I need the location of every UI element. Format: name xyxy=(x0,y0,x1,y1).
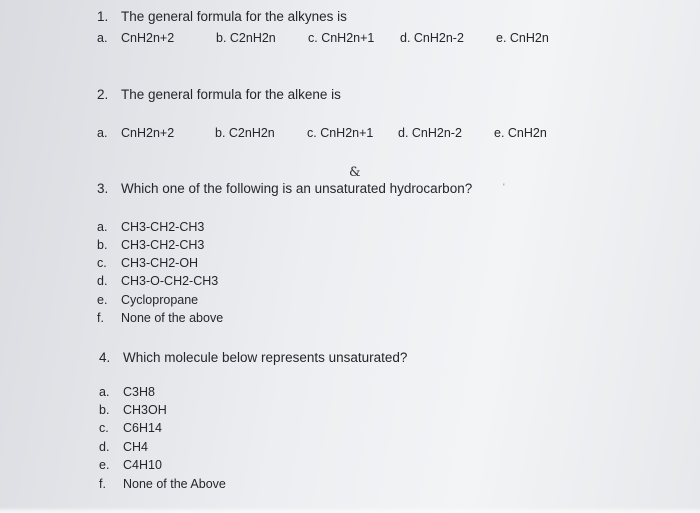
q3-option-f-value: None of the above xyxy=(121,311,224,325)
q3-heading xyxy=(97,181,472,196)
q4-option-d-value: CH4 xyxy=(123,440,149,454)
q4-option-e-value: C4H10 xyxy=(123,458,162,472)
q4-number: 4. xyxy=(99,350,111,365)
q3-option-a xyxy=(97,220,204,234)
page-bottom-edge xyxy=(0,507,700,513)
q3-option-a-label: a. xyxy=(97,220,108,234)
q3-option-d-value: CH3-O-CH2-CH3 xyxy=(121,274,219,288)
q2-option-a-label: a. xyxy=(97,126,108,140)
q1-option-b: b. C2nH2n xyxy=(216,31,276,45)
q3-option-b xyxy=(97,238,204,252)
q1-option-a-label: a. xyxy=(97,31,108,45)
q2-heading xyxy=(97,87,341,102)
q1-option-c: c. CnH2n+1 xyxy=(308,31,375,45)
q2-option-c: c. CnH2n+1 xyxy=(307,126,374,140)
q4-option-d-label: d. xyxy=(99,440,110,454)
q4-option-f-label: f. xyxy=(99,477,106,491)
q1-option-a xyxy=(97,31,174,45)
q3-option-d xyxy=(97,274,218,288)
q1-text: The general formula for the alkynes is xyxy=(121,9,347,24)
q4-option-c-value: C6H14 xyxy=(123,421,162,435)
q4-option-b-value: CH3OH xyxy=(123,403,167,417)
q1-number: 1. xyxy=(97,9,109,24)
q1-heading xyxy=(97,9,347,24)
q4-option-a xyxy=(99,385,155,399)
q3-option-f-label: f. xyxy=(97,311,104,325)
q3-number: 3. xyxy=(97,181,109,196)
q4-option-d xyxy=(99,440,148,454)
q4-text: Which molecule below represents unsaturated? xyxy=(123,350,408,365)
q4-option-b xyxy=(99,403,167,417)
q3-option-e-value: Cyclopropane xyxy=(121,293,199,307)
q1-option-e: e. CnH2n xyxy=(496,31,549,45)
q1-option-d: d. CnH2n-2 xyxy=(400,31,464,45)
q3-option-c-label: c. xyxy=(97,256,107,270)
q4-option-f-value: None of the Above xyxy=(123,477,226,491)
q3-option-e xyxy=(97,293,198,307)
apostrophe-mark: ' xyxy=(503,182,505,192)
q4-option-a-value: C3H8 xyxy=(123,385,155,399)
q3-text: Which one of the following is an unsaturated hydrocarbon? xyxy=(121,181,473,196)
q3-option-c xyxy=(97,256,198,270)
q3-option-c-value: CH3-CH2-OH xyxy=(121,256,199,270)
q3-option-a-value: CH3-CH2-CH3 xyxy=(121,220,205,234)
q2-number: 2. xyxy=(97,87,109,102)
handwritten-mark: & xyxy=(349,165,361,180)
q4-option-f xyxy=(99,477,226,491)
q4-option-b-label: b. xyxy=(99,403,110,417)
q4-option-c xyxy=(99,421,162,435)
q4-option-e-label: e. xyxy=(99,458,110,472)
q2-option-b: b. C2nH2n xyxy=(215,126,275,140)
q3-option-e-label: e. xyxy=(97,293,108,307)
q3-option-b-value: CH3-CH2-CH3 xyxy=(121,238,205,252)
q1-option-a-value: CnH2n+2 xyxy=(121,31,175,45)
q4-option-a-label: a. xyxy=(99,385,110,399)
q2-option-e: e. CnH2n xyxy=(494,126,547,140)
q2-option-d: d. CnH2n-2 xyxy=(398,126,462,140)
q4-option-c-label: c. xyxy=(99,421,109,435)
q4-option-e xyxy=(99,458,162,472)
q4-heading xyxy=(99,350,407,365)
q3-option-d-label: d. xyxy=(97,274,108,288)
q3-option-f xyxy=(97,311,223,325)
q2-text: The general formula for the alkene is xyxy=(121,87,341,102)
q3-option-b-label: b. xyxy=(97,238,108,252)
q2-option-a-value: CnH2n+2 xyxy=(121,126,175,140)
q2-option-a xyxy=(97,126,174,140)
